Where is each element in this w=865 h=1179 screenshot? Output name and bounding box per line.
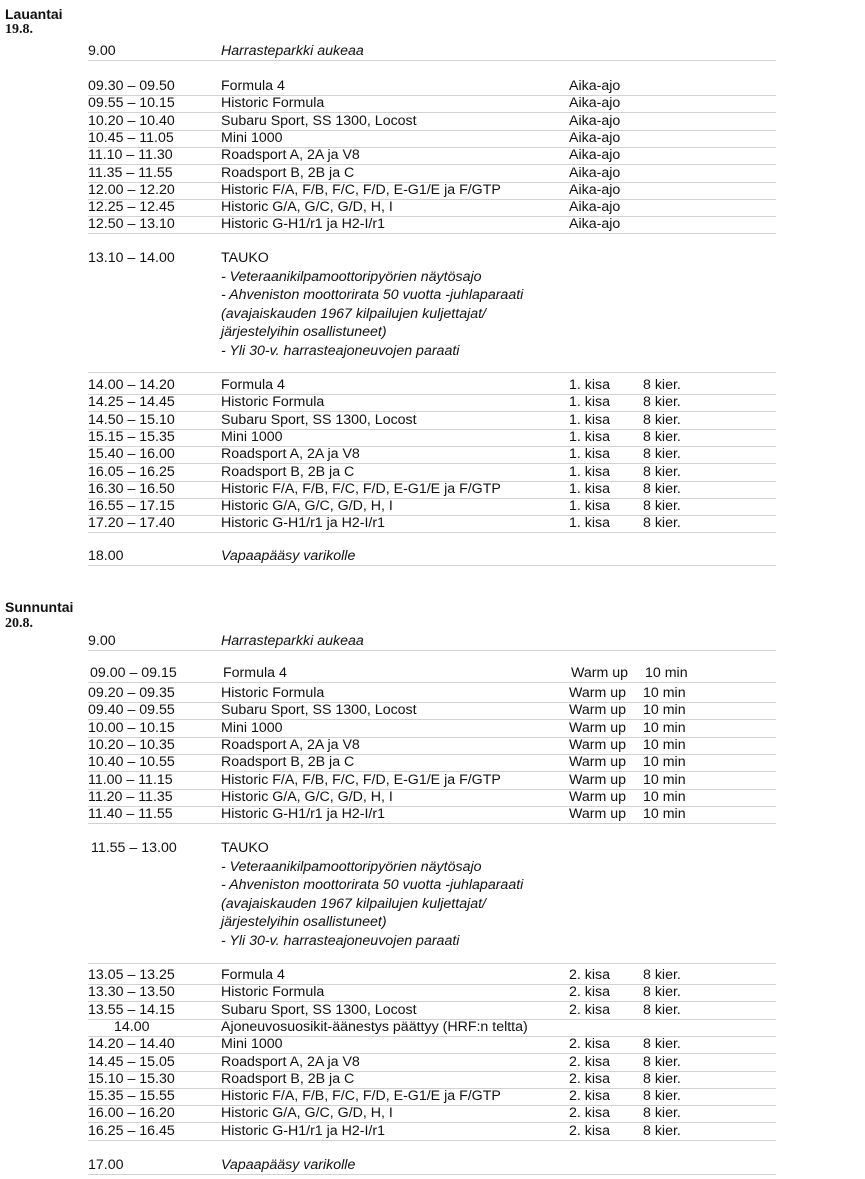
row-event: Mini 1000 (221, 719, 283, 736)
row-session: Aika-ajo (569, 78, 621, 94)
row-session: Warm up (569, 719, 627, 736)
break-line: - Ahveniston moottorirata 50 vuotta -juhlaparaati (221, 877, 524, 893)
row-laps: 8 kier. (643, 1122, 681, 1139)
schedule-row (88, 1123, 776, 1141)
schedule-row (88, 515, 776, 533)
row-session: 2. kisa (569, 1053, 611, 1070)
break-time: 11.55 – 13.00 (91, 840, 177, 856)
row-time: 18.00 (88, 548, 124, 564)
row-time: 10.45 – 11.05 (88, 129, 174, 146)
row-session: Aika-ajo (569, 95, 621, 112)
schedule-row (88, 464, 776, 482)
row-session: 2. kisa (569, 967, 611, 983)
row-session: 1. kisa (569, 377, 611, 393)
row-time: 13.30 – 13.50 (88, 984, 175, 1001)
row-event: Mini 1000 (221, 129, 283, 146)
schedule-row (88, 984, 776, 1002)
row-session: 2. kisa (569, 1036, 611, 1053)
schedule-row (88, 967, 776, 985)
schedule-row (88, 702, 776, 720)
row-event: Historic G/A, G/C, G/D, H, I (221, 788, 393, 805)
schedule-row (88, 165, 776, 183)
row-session: 1. kisa (569, 394, 611, 411)
row-laps: 8 kier. (643, 377, 681, 393)
row-duration: 10 min (643, 806, 686, 823)
row-event: Ajoneuvosuosikit-äänestys päättyy (HRF:n teltta) (221, 1018, 528, 1035)
schedule-row (88, 665, 776, 683)
row-event: Historic G/A, G/C, G/D, H, I (221, 498, 393, 515)
schedule-row (88, 548, 776, 566)
row-laps: 8 kier. (643, 515, 681, 532)
schedule-row (88, 1071, 776, 1089)
row-time: 12.50 – 13.10 (88, 216, 175, 233)
row-event: Formula 4 (221, 967, 285, 983)
row-duration: 10 min (643, 719, 686, 736)
break-line: järjestelyihin osallistuneet) (221, 914, 387, 930)
row-time: 16.00 – 16.20 (88, 1105, 175, 1122)
row-event: Historic Formula (221, 984, 325, 1001)
schedule-row (88, 772, 776, 790)
row-session: Aika-ajo (569, 164, 621, 181)
break-line: - Veteraanikilpamoottoripyörien näytösajo (221, 268, 482, 285)
row-time: 17.20 – 17.40 (88, 515, 175, 532)
row-session: Warm up (569, 736, 627, 753)
schedule-row (88, 1036, 776, 1054)
row-laps: 8 kier. (643, 446, 681, 463)
row-duration: 10 min (643, 754, 686, 771)
row-time: 14.00 (114, 1018, 150, 1035)
schedule-row (88, 199, 776, 217)
row-time: 10.40 – 10.55 (88, 754, 175, 771)
row-duration: 10 min (643, 736, 686, 753)
schedule-row (88, 481, 776, 499)
row-duration: 10 min (643, 788, 686, 805)
row-laps: 8 kier. (643, 984, 681, 1001)
break-block (88, 250, 776, 362)
row-event: Mini 1000 (221, 1036, 283, 1053)
schedule-row (88, 1088, 776, 1106)
row-session: 1. kisa (569, 515, 611, 532)
schedule-row (88, 720, 776, 738)
row-session: Warm up (569, 754, 627, 771)
row-session: 1. kisa (569, 480, 611, 497)
row-duration: 10 min (643, 702, 686, 719)
row-event: Roadsport B, 2B ja C (221, 463, 355, 480)
day-date: 19.8. (5, 22, 33, 37)
row-event: Vapaapääsy varikolle (221, 548, 356, 564)
schedule-row (88, 446, 776, 464)
break-line: - Veteraanikilpamoottoripyörien näytösajo (221, 858, 482, 875)
row-laps: 8 kier. (643, 463, 681, 480)
row-session: Aika-ajo (569, 199, 621, 216)
row-session: Warm up (569, 702, 627, 719)
row-session: 2. kisa (569, 1001, 611, 1018)
row-laps: 8 kier. (643, 394, 681, 411)
row-time: 09.55 – 10.15 (88, 95, 175, 112)
break-line: (avajaiskauden 1967 kilpailujen kuljettajat/ (221, 305, 487, 322)
schedule-row (88, 113, 776, 131)
row-time: 09.20 – 09.35 (88, 685, 175, 701)
row-event: Historic G-H1/r1 ja H2-I/r1 (221, 1122, 385, 1139)
schedule-row (88, 377, 776, 395)
row-duration: 10 min (645, 665, 688, 681)
row-session: 1. kisa (569, 463, 611, 480)
row-session: 2. kisa (569, 1105, 611, 1122)
row-event: Roadsport B, 2B ja C (221, 754, 355, 771)
row-event: Historic G/A, G/C, G/D, H, I (221, 1105, 393, 1122)
row-event: Formula 4 (223, 665, 287, 681)
row-session: 1. kisa (569, 411, 611, 428)
row-event: Subaru Sport, SS 1300, Locost (221, 411, 417, 428)
row-session: 1. kisa (569, 428, 611, 445)
row-event: Harrasteparkki aukeaa (221, 43, 364, 59)
row-time: 10.00 – 10.15 (88, 719, 175, 736)
row-duration: 10 min (643, 685, 686, 701)
row-event: Roadsport B, 2B ja C (221, 1070, 355, 1087)
row-session: Aika-ajo (569, 216, 621, 233)
row-laps: 8 kier. (643, 1105, 681, 1122)
schedule-row (88, 806, 776, 824)
row-event: Roadsport A, 2A ja V8 (221, 736, 360, 753)
row-time: 10.20 – 10.35 (88, 736, 175, 753)
day-title: Sunnuntai (5, 599, 74, 615)
row-event: Roadsport A, 2A ja V8 (221, 147, 360, 164)
row-event: Historic G-H1/r1 ja H2-I/r1 (221, 216, 385, 233)
break-line: - Ahveniston moottorirata 50 vuotta -juhlaparaati (221, 287, 524, 303)
row-time: 14.00 – 14.20 (88, 377, 175, 393)
row-laps: 8 kier. (643, 1036, 681, 1053)
schedule-row (88, 412, 776, 430)
row-event: Historic G/A, G/C, G/D, H, I (221, 199, 393, 216)
schedule-row (88, 147, 776, 165)
row-time: 14.20 – 14.40 (88, 1036, 175, 1053)
schedule-row (88, 130, 776, 148)
row-time: 11.40 – 11.55 (88, 806, 173, 823)
schedule-row (88, 633, 776, 651)
row-event: Subaru Sport, SS 1300, Locost (221, 1001, 417, 1018)
row-time: 13.55 – 14.15 (88, 1001, 175, 1018)
row-time: 11.35 – 11.55 (88, 164, 173, 181)
row-time: 09.40 – 09.55 (88, 702, 175, 719)
row-time: 15.15 – 15.35 (88, 428, 175, 445)
row-time: 12.00 – 12.20 (88, 181, 175, 198)
row-time: 16.05 – 16.25 (88, 463, 175, 480)
schedule-row (88, 182, 776, 200)
row-duration: 10 min (643, 771, 686, 788)
break-line: - Yli 30-v. harrasteajoneuvojen paraati (221, 932, 460, 949)
day-date: 20.8. (5, 616, 33, 631)
row-session: Warm up (571, 665, 629, 681)
row-time: 15.35 – 15.55 (88, 1088, 175, 1105)
row-event: Historic Formula (221, 394, 325, 411)
row-event: Historic Formula (221, 685, 325, 701)
row-time: 11.20 – 11.35 (88, 788, 173, 805)
divider (88, 963, 776, 964)
row-session: 2. kisa (569, 984, 611, 1001)
row-laps: 8 kier. (643, 480, 681, 497)
break-block (88, 840, 776, 952)
schedule-row (88, 95, 776, 113)
row-laps: 8 kier. (643, 967, 681, 983)
row-event: Historic F/A, F/B, F/C, F/D, E-G1/E ja F/GTP (221, 771, 501, 788)
schedule-row (88, 1054, 776, 1072)
row-event: Roadsport A, 2A ja V8 (221, 446, 360, 463)
schedule-row (88, 1019, 776, 1037)
schedule-row (88, 78, 776, 96)
row-event: Historic F/A, F/B, F/C, F/D, E-G1/E ja F/GTP (221, 181, 501, 198)
row-event: Historic G-H1/r1 ja H2-I/r1 (221, 515, 385, 532)
row-time: 9.00 (88, 633, 116, 649)
row-event: Roadsport B, 2B ja C (221, 164, 355, 181)
row-event: Historic Formula (221, 95, 325, 112)
row-time: 11.00 – 11.15 (88, 771, 173, 788)
row-session: Warm up (569, 685, 627, 701)
row-session: Aika-ajo (569, 181, 621, 198)
break-line: - Yli 30-v. harrasteajoneuvojen paraati (221, 342, 460, 359)
break-title: TAUKO (221, 250, 269, 266)
row-laps: 8 kier. (643, 1088, 681, 1105)
schedule-row (88, 429, 776, 447)
row-session: 1. kisa (569, 446, 611, 463)
schedule-row (88, 1157, 776, 1175)
row-laps: 8 kier. (643, 1001, 681, 1018)
row-event: Vapaapääsy varikolle (221, 1157, 356, 1173)
row-time: 11.10 – 11.30 (88, 147, 173, 164)
schedule-row (88, 498, 776, 516)
schedule-row (88, 1002, 776, 1020)
row-laps: 8 kier. (643, 1070, 681, 1087)
row-session: Warm up (569, 806, 627, 823)
row-event: Mini 1000 (221, 428, 283, 445)
row-time: 14.50 – 15.10 (88, 411, 175, 428)
row-session: Aika-ajo (569, 147, 621, 164)
break-title: TAUKO (221, 840, 269, 856)
schedule-row (88, 754, 776, 772)
schedule-row (88, 394, 776, 412)
row-session: 1. kisa (569, 498, 611, 515)
row-laps: 8 kier. (643, 498, 681, 515)
schedule-row (88, 737, 776, 755)
row-event: Roadsport A, 2A ja V8 (221, 1053, 360, 1070)
schedule-row (88, 43, 776, 61)
row-session: Warm up (569, 771, 627, 788)
row-session: 2. kisa (569, 1088, 611, 1105)
row-time: 17.00 (88, 1157, 124, 1173)
row-time: 16.30 – 16.50 (88, 480, 175, 497)
row-time: 15.40 – 16.00 (88, 446, 175, 463)
row-event: Subaru Sport, SS 1300, Locost (221, 112, 417, 129)
row-session: 2. kisa (569, 1122, 611, 1139)
row-time: 16.55 – 17.15 (88, 498, 175, 515)
row-event: Historic F/A, F/B, F/C, F/D, E-G1/E ja F/GTP (221, 1088, 501, 1105)
row-laps: 8 kier. (643, 428, 681, 445)
schedule-row (88, 216, 776, 234)
row-event: Historic F/A, F/B, F/C, F/D, E-G1/E ja F/GTP (221, 480, 501, 497)
divider (88, 372, 776, 373)
row-event: Harrasteparkki aukeaa (221, 633, 364, 649)
row-session: Warm up (569, 788, 627, 805)
day-title: Lauantai (5, 6, 63, 22)
row-session: Aika-ajo (569, 129, 621, 146)
row-event: Formula 4 (221, 78, 285, 94)
row-session: 2. kisa (569, 1070, 611, 1087)
schedule-row (88, 685, 776, 703)
row-time: 9.00 (88, 43, 116, 59)
break-time: 13.10 – 14.00 (88, 250, 175, 266)
row-time: 13.05 – 13.25 (88, 967, 175, 983)
row-time: 14.25 – 14.45 (88, 394, 175, 411)
row-event: Subaru Sport, SS 1300, Locost (221, 702, 417, 719)
row-event: Formula 4 (221, 377, 285, 393)
row-time: 14.45 – 15.05 (88, 1053, 175, 1070)
row-time: 09.30 – 09.50 (88, 78, 175, 94)
row-time: 09.00 – 09.15 (90, 665, 177, 681)
row-laps: 8 kier. (643, 411, 681, 428)
row-time: 12.25 – 12.45 (88, 199, 175, 216)
break-line: (avajaiskauden 1967 kilpailujen kuljettajat/ (221, 895, 487, 912)
schedule-row (88, 789, 776, 807)
break-line: järjestelyihin osallistuneet) (221, 324, 387, 340)
row-session: Aika-ajo (569, 112, 621, 129)
row-time: 16.25 – 16.45 (88, 1122, 175, 1139)
row-event: Historic G-H1/r1 ja H2-I/r1 (221, 806, 385, 823)
row-time: 15.10 – 15.30 (88, 1070, 175, 1087)
schedule-row (88, 1105, 776, 1123)
row-laps: 8 kier. (643, 1053, 681, 1070)
row-time: 10.20 – 10.40 (88, 112, 175, 129)
